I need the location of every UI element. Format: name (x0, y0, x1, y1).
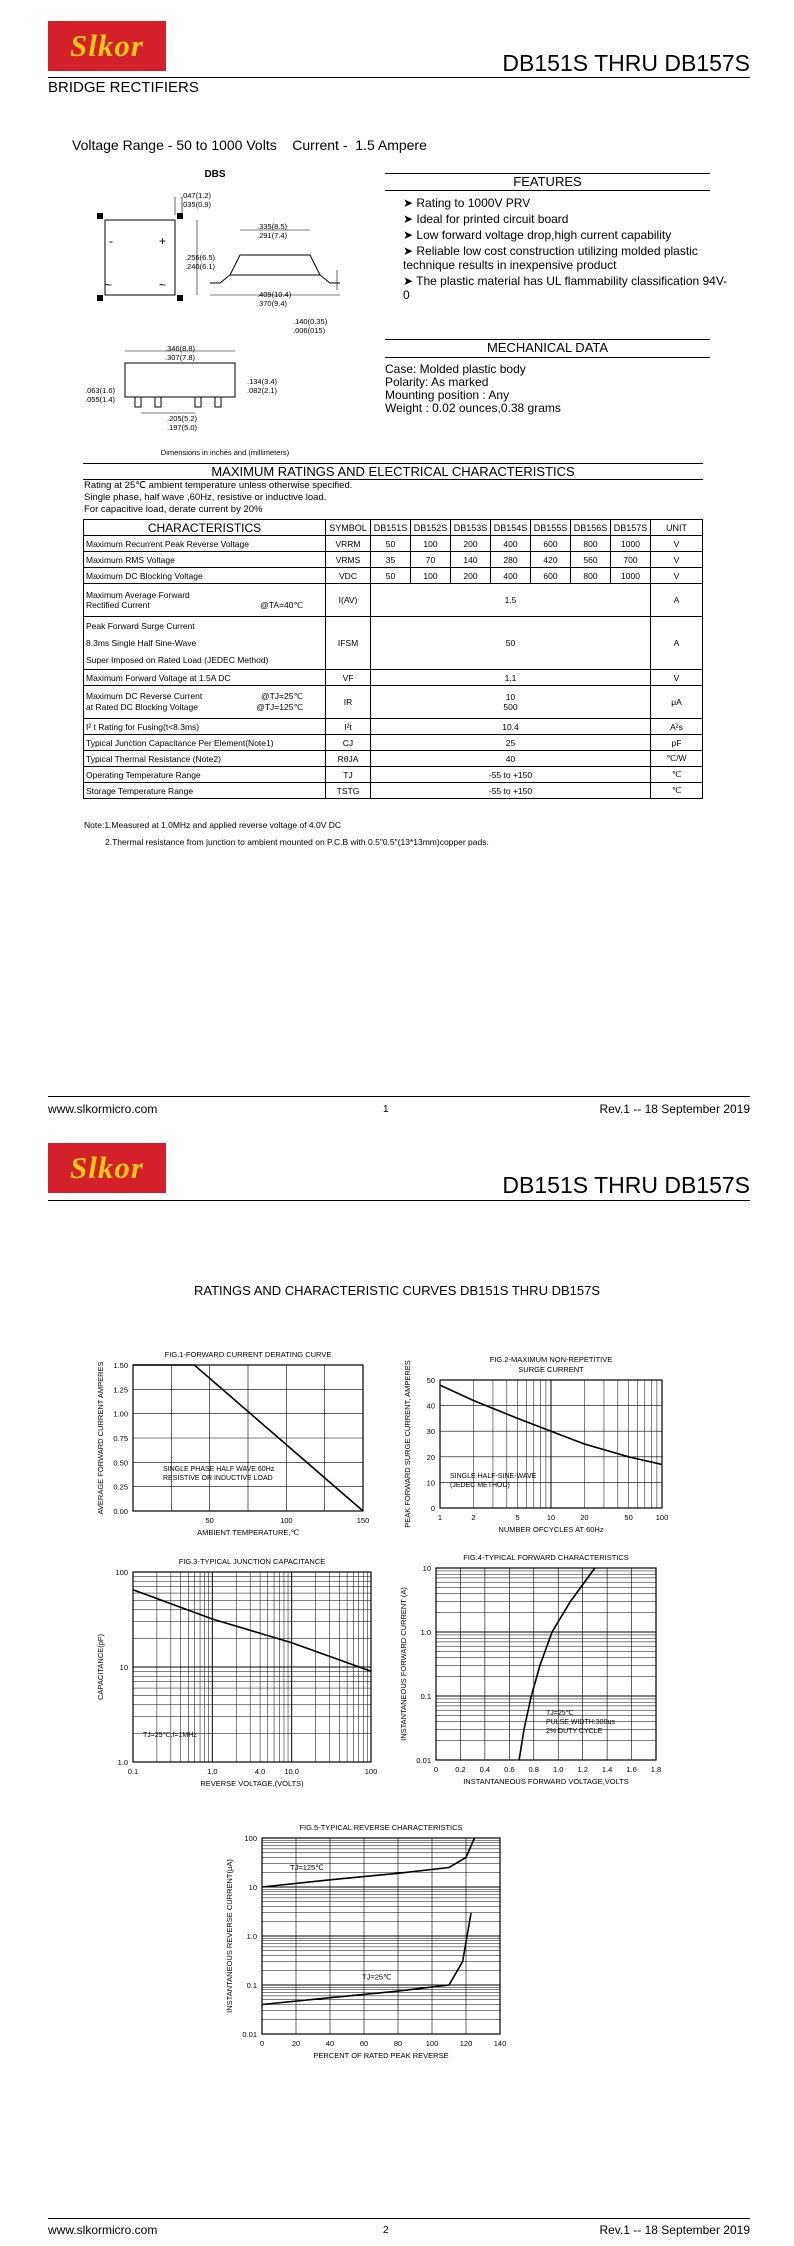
chart-annotation: TJ=25℃,f=1MHz (143, 1732, 197, 1739)
footer-rule-2 (48, 2218, 750, 2219)
chart-title: FIG.5-TYPICAL REVERSE CHARACTERISTICS (299, 1823, 463, 1832)
cell-value: 1.1 (371, 670, 651, 686)
table-row (84, 751, 703, 767)
x-tick-label: 1.4 (601, 1765, 613, 1774)
cell-symbol: VDC (326, 568, 371, 584)
series-label: TJ=125℃ (290, 1863, 324, 1873)
y-tick-label: 0.00 (113, 1507, 128, 1516)
dim-d15: .063(1.6) (85, 386, 116, 395)
x-tick-label: 1 (437, 1513, 443, 1522)
cell-symbol: RθJA (326, 751, 371, 767)
table-row (84, 536, 703, 552)
cell-value: 10.4 (371, 719, 651, 735)
rating-note: Rating at 25℃ ambient temperature unless otherwise specified. (84, 480, 353, 491)
cell-unit: ℃ (651, 783, 703, 799)
y-tick-label: 100 (115, 1568, 128, 1577)
label-line: Rectified Current (86, 599, 150, 610)
cell-value: 800 (571, 536, 611, 552)
x-axis-label: NUMBER OFCYCLES AT 60Hz (498, 1525, 604, 1534)
cell-label: Maximum Forward Voltage at 1.5A DC (84, 670, 326, 686)
y-tick-label: 1.00 (113, 1409, 128, 1419)
chart-annotation: SINGLE PHASE HALF WAVE 60Hz (163, 1466, 275, 1473)
feature-item: ➤ Ideal for printed circuit board (403, 212, 569, 226)
cell-value: 50 (371, 536, 411, 552)
package-label: DBS (204, 169, 226, 180)
cell-value: 200 (451, 568, 491, 584)
x-tick-label: 0.1 (127, 1767, 139, 1776)
chart-annotation: SINGLE HALF-SINE-WAVE (450, 1473, 537, 1480)
dim-d12: .307(7.8) (164, 353, 196, 362)
dim-d8: .370(9.4) (257, 299, 288, 308)
label-line: Super Imposed on Rated Load (JEDEC Method) (86, 654, 269, 665)
features-title: FEATURES (513, 174, 582, 189)
x-tick-label: 60 (359, 2039, 369, 2048)
y-tick-label: 0.75 (113, 1434, 128, 1443)
series-line (133, 1590, 371, 1672)
cell-label (84, 686, 326, 719)
x-tick-label: 0 (259, 2039, 265, 2048)
mech-bottom-rule (385, 357, 710, 358)
x-tick-label: 0.6 (504, 1765, 515, 1774)
y-axis-label: INSTANTANEOUS FORWARD CURRENT (A) (399, 1587, 408, 1741)
chart-title: FIG.4-TYPICAL FORWARD CHARACTERISTICS (463, 1553, 629, 1562)
chart-annotation: TJ=25℃ (546, 1710, 574, 1717)
value-line: 500 (503, 702, 518, 712)
x-tick-label: 0.8 (528, 1765, 539, 1774)
col-db154s: DB154S (491, 520, 531, 536)
y-tick-label: 100 (244, 1834, 257, 1843)
x-tick-label: 40 (325, 2039, 335, 2048)
footer-rev-1: Rev.1 -- 18 September 2019 (599, 1102, 750, 1116)
cell-unit: ℃/W (651, 751, 703, 767)
feature-item: ➤ Rating to 1000V PRV (403, 196, 531, 210)
cell-value: 50 (371, 568, 411, 584)
series-label: TJ=25℃ (362, 1972, 392, 1982)
cell-value: 280 (491, 552, 531, 568)
cell-value (371, 686, 651, 719)
table-row (84, 735, 703, 751)
mech-line: Case: Molded plastic body (385, 362, 526, 376)
x-axis-label: REVERSE VOLTAGE,(VOLTS) (200, 1779, 304, 1788)
chart-title: FIG.3-TYPICAL JUNCTION CAPACITANCE (178, 1557, 326, 1566)
x-tick-label: 20 (291, 2039, 301, 2048)
cell-value: 560 (571, 552, 611, 568)
cell-value: 800 (571, 568, 611, 584)
cell-unit: A (651, 584, 703, 617)
x-tick-label: 0.2 (455, 1765, 466, 1774)
cell-value: 35 (371, 552, 411, 568)
voltage-current-line: Voltage Range - 50 to 1000 Volts Current - 1.5 Ampere (72, 137, 427, 153)
col-db156s: DB156S (571, 520, 611, 536)
cell-value: 400 (491, 568, 531, 584)
label-cond: @TJ=125℃ (256, 702, 303, 712)
cell-label: Typical Thermal Resistance (Note2) (84, 751, 326, 767)
col-characteristics: CHARACTERISTICS (84, 520, 326, 536)
ratings-notes (84, 480, 352, 516)
x-tick-label: 140 (493, 2039, 507, 2048)
cell-unit: V (651, 670, 703, 686)
slkor-logo (48, 21, 166, 71)
cell-value: 400 (491, 536, 531, 552)
cell-value: 1.5 (371, 584, 651, 617)
footer-page-2: 2 (383, 2225, 389, 2236)
cell-label: Typical Junction Capacitance Per Element(Note1) (84, 735, 326, 751)
y-axis-label: CAPACITANCE(pF) (96, 1634, 105, 1700)
x-tick-label: 80 (393, 2039, 403, 2048)
package-drawing (85, 165, 375, 460)
chart-title-2: SURGE CURRENT (518, 1365, 584, 1374)
cell-unit: A²s (651, 719, 703, 735)
features-bottom-rule (385, 190, 710, 191)
cell-value: 1000 (611, 536, 651, 552)
dim-d11: .346(8.8) (164, 344, 196, 353)
rating-note: For capacitive load, derate current by 20% (84, 504, 263, 515)
dim-d9: .140(0.35) (293, 317, 328, 326)
y-tick-label: 0 (430, 1504, 435, 1513)
footer-rev-2: Rev.1 -- 18 September 2019 (599, 2223, 750, 2237)
dim-d1: .047(1.2) (181, 191, 212, 200)
ratings-title: MAXIMUM RATINGS AND ELECTRICAL CHARACTERISTICS (211, 464, 575, 479)
cell-unit: A (651, 617, 703, 670)
cell-unit: V (651, 536, 703, 552)
x-axis-label: PERCENT OF RATED PEAK REVERSE (313, 2051, 449, 2060)
col-db151s: DB151S (371, 520, 411, 536)
chart-annotation: (JEDEC METHOD) (450, 1482, 510, 1489)
cell-value: 700 (611, 552, 651, 568)
dim-d13: .134(3.4) (247, 377, 278, 386)
dim-d6: .240(6.1) (185, 262, 216, 271)
x-tick-label: 100 (280, 1516, 293, 1525)
chart-title: FIG.2-MAXIMUM NON-REPETITIVE (489, 1355, 613, 1364)
footer-rule-1 (48, 1096, 750, 1097)
cell-symbol: I²t (326, 719, 371, 735)
cell-symbol: IFSM (326, 617, 371, 670)
cell-symbol: VRRM (326, 536, 371, 552)
table-row (84, 686, 703, 719)
y-tick-label: 10 (248, 1883, 257, 1892)
cell-value: 100 (411, 536, 451, 552)
cell-symbol: VRMS (326, 552, 371, 568)
label-cond: @TA=40℃ (260, 599, 303, 610)
cell-label: Operating Temperature Range (84, 767, 326, 783)
cell-value: 600 (531, 568, 571, 584)
table-row (84, 670, 703, 686)
mech-line: Mounting position : Any (385, 388, 510, 402)
table-note-2: 2.Thermal resistance from junction to ambient mounted on P.C.B with 0.5"0.5"(13*13mm)copper pads. (105, 837, 489, 847)
cell-symbol: TSTG (326, 783, 371, 799)
y-tick-label: 0.50 (113, 1458, 128, 1468)
col-db155s: DB155S (531, 520, 571, 536)
cell-value: 1000 (611, 568, 651, 584)
cell-value: 50 (371, 617, 651, 670)
dim-d7: .409(10.4) (257, 290, 292, 299)
y-axis-label: PEAK FORWARD SURGE CURRENT, AMPERES (403, 1360, 412, 1528)
cell-symbol: I(AV) (326, 584, 371, 617)
logo-text: Slkor (70, 28, 144, 63)
y-tick-label: 0.1 (246, 1981, 257, 1990)
chart-annotation: PULSE WIDTH:300us (546, 1719, 615, 1726)
x-tick-label: 1.0 (207, 1767, 218, 1776)
curves-heading: RATINGS AND CHARACTERISTIC CURVES DB151S THRU DB157S (194, 1283, 600, 1298)
ratings-table (83, 519, 703, 799)
dim-d2: .035(0.9) (181, 200, 212, 209)
table-row (84, 584, 703, 617)
feature-item: ➤ Reliable low cost construction utilizing molded plastic technique results in inexpensive product (403, 244, 698, 272)
dim-d3: .335(8.5) (257, 222, 288, 231)
x-tick-label: 4.0 (254, 1767, 266, 1776)
chart-annotation: 2% DUTY CYCLE (546, 1728, 603, 1735)
cell-value: 70 (411, 552, 451, 568)
y-tick-label: 1.50 (113, 1361, 128, 1370)
x-tick-label: 120 (459, 2039, 473, 2048)
dimension-note: Dimensions in inches and (millimeters) (160, 448, 290, 457)
x-tick-label: 20 (580, 1513, 589, 1522)
cell-symbol: TJ (326, 767, 371, 783)
table-row (84, 719, 703, 735)
x-tick-label: 0 (433, 1765, 439, 1774)
cell-label (84, 584, 326, 617)
series-line (262, 1913, 471, 2005)
x-tick-label: 50 (205, 1516, 214, 1525)
table-row (84, 767, 703, 783)
y-tick-label: 20 (426, 1452, 435, 1462)
dim-d14: .082(2.1) (247, 386, 278, 395)
cell-value: 200 (451, 536, 491, 552)
y-tick-label: 10 (422, 1564, 431, 1573)
value-line: 10 (505, 692, 516, 702)
cell-label: Storage Temperature Range (84, 783, 326, 799)
cell-value: 25 (371, 735, 651, 751)
features-list (385, 196, 733, 304)
x-tick-label: 1.6 (626, 1765, 637, 1774)
x-tick-label: 1.2 (577, 1765, 588, 1774)
x-tick-label: 10.0 (284, 1767, 299, 1776)
label-line: at Rated DC Blocking Voltage (86, 702, 198, 712)
x-tick-label: 1.0 (553, 1765, 564, 1774)
mech-line: Polarity: As marked (385, 375, 489, 389)
cell-value: 600 (531, 536, 571, 552)
svg-text:~: ~ (159, 278, 167, 292)
y-tick-label: 1.25 (113, 1385, 128, 1395)
svg-text:+: + (159, 234, 167, 248)
y-tick-label: 40 (426, 1401, 435, 1411)
y-axis-label: AVERAGE FORWARD CURRENT AMPERES (96, 1361, 105, 1515)
characteristic-curves (0, 1330, 794, 2070)
x-axis-label: INSTANTANEOUS FORWARD VOLTAGE,VOLTS (463, 1777, 629, 1786)
x-tick-label: 100 (655, 1513, 669, 1522)
cell-label: Maximum DC Blocking Voltage (84, 568, 326, 584)
table-note-1: Note:1.Measured at 1.0MHz and applied reverse voltage of 4.0V DC (84, 820, 342, 830)
col-unit: UNIT (651, 520, 703, 536)
svg-text:~: ~ (105, 278, 113, 292)
cell-symbol: IR (326, 686, 371, 719)
cell-label (84, 617, 326, 670)
label-line: Maximum DC Reverse Current (86, 691, 203, 701)
y-tick-label: 50 (426, 1376, 435, 1385)
cell-label: Maximum Recurrent Peak Reverse Voltage (84, 536, 326, 552)
page-title: DB151S THRU DB157S (502, 1172, 750, 1198)
y-tick-label: 0.01 (242, 2030, 257, 2039)
cell-value: 140 (451, 552, 491, 568)
label-line: Peak Forward Surge Current (86, 620, 195, 631)
label-line: Maximum Average Forward (86, 589, 190, 600)
dim-d16: .055(1.4) (85, 395, 116, 404)
page-title: DB151S THRU DB157S (502, 50, 750, 76)
mechanical-title: MECHANICAL DATA (486, 340, 609, 355)
subtitle: BRIDGE RECTIFIERS (48, 79, 199, 96)
x-tick-label: 0.4 (479, 1765, 491, 1774)
col-db157s: DB157S (611, 520, 651, 536)
footer-url-1[interactable]: www.slkormicro.com (48, 1102, 158, 1116)
y-tick-label: 1.0 (420, 1628, 431, 1637)
col-db153s: DB153S (451, 520, 491, 536)
dim-d5: .256(6.5) (185, 253, 216, 262)
x-tick-label: 5 (515, 1513, 520, 1522)
x-tick-label: 10 (546, 1513, 556, 1522)
col-symbol: SYMBOL (326, 520, 371, 536)
x-tick-label: 150 (356, 1516, 370, 1525)
y-axis-label: INSTANTANEOUS REVERSE CURRENT(μA) (225, 1859, 234, 2013)
footer-page-1: 1 (383, 1104, 389, 1115)
chart-grid (133, 1365, 363, 1511)
cell-unit: V (651, 552, 703, 568)
table-row (84, 568, 703, 584)
feature-item: ➤ The plastic material has UL flammability classification 94V-0 (403, 274, 728, 302)
y-tick-label: 30 (426, 1427, 435, 1437)
cell-symbol: CJ (326, 735, 371, 751)
x-tick-label: 100 (425, 2039, 439, 2048)
cell-value: 420 (531, 552, 571, 568)
y-tick-label: 1.0 (246, 1932, 257, 1941)
cell-unit: ℃ (651, 767, 703, 783)
x-tick-label: 2 (471, 1513, 476, 1522)
y-tick-label: 0.01 (416, 1756, 431, 1765)
logo-text: Slkor (70, 1150, 144, 1185)
table-row (84, 617, 703, 670)
x-tick-label: 50 (624, 1513, 633, 1522)
table-row (84, 783, 703, 799)
cell-value: 40 (371, 751, 651, 767)
x-tick-label: 1.8 (650, 1765, 662, 1774)
dim-d4: .291(7.4) (257, 231, 288, 240)
header-divider (48, 77, 750, 78)
y-tick-label: 10 (426, 1478, 435, 1488)
cell-label: I² t Rating for Fusing(t<8.3ms) (84, 719, 326, 735)
header-divider (48, 1200, 750, 1201)
cell-value: -55 to +150 (371, 783, 651, 799)
col-db152s: DB152S (411, 520, 451, 536)
dim-d17: .205(5.2) (166, 414, 198, 423)
slkor-logo (48, 1143, 166, 1193)
x-tick-label: 100 (364, 1767, 378, 1776)
svg-text:-: - (109, 234, 113, 248)
label-cond: @TJ=25℃ (260, 691, 303, 701)
dim-d10: .006(015) (293, 326, 326, 335)
label-line: 8.3ms Single Half Sine-Wave (86, 637, 197, 648)
rating-note: Single phase, half wave ,60Hz, resistive or inductive load. (84, 492, 327, 503)
cell-label: Maximum RMS Voltage (84, 552, 326, 568)
cell-value: -55 to +150 (371, 767, 651, 783)
cell-unit: pF (651, 735, 703, 751)
chart-title: FIG.1-FORWARD CURRENT DERATING CURVE (164, 1350, 332, 1359)
table-header-row (84, 520, 703, 536)
mechanical-data (385, 363, 561, 415)
dim-d18: .197(5.0) (166, 423, 198, 432)
footer-url-2[interactable]: www.slkormicro.com (48, 2223, 158, 2237)
y-tick-label: 1.0 (117, 1758, 128, 1767)
cell-value: 100 (411, 568, 451, 584)
y-tick-label: 0.1 (420, 1692, 431, 1701)
cell-unit: μA (651, 686, 703, 719)
x-axis-label: AMBIENT TEMPERATURE,℃ (197, 1528, 299, 1537)
mech-line: Weight : 0.02 ounces,0.38 grams (385, 401, 561, 415)
cell-symbol: VF (326, 670, 371, 686)
table-row (84, 552, 703, 568)
chart-annotation: RESISTIVE OR INDUCTIVE LOAD (163, 1475, 273, 1482)
feature-item: ➤ Low forward voltage drop,high current capability (403, 228, 672, 242)
y-tick-label: 0.25 (113, 1482, 128, 1492)
cell-unit: V (651, 568, 703, 584)
y-tick-label: 10 (119, 1663, 128, 1672)
